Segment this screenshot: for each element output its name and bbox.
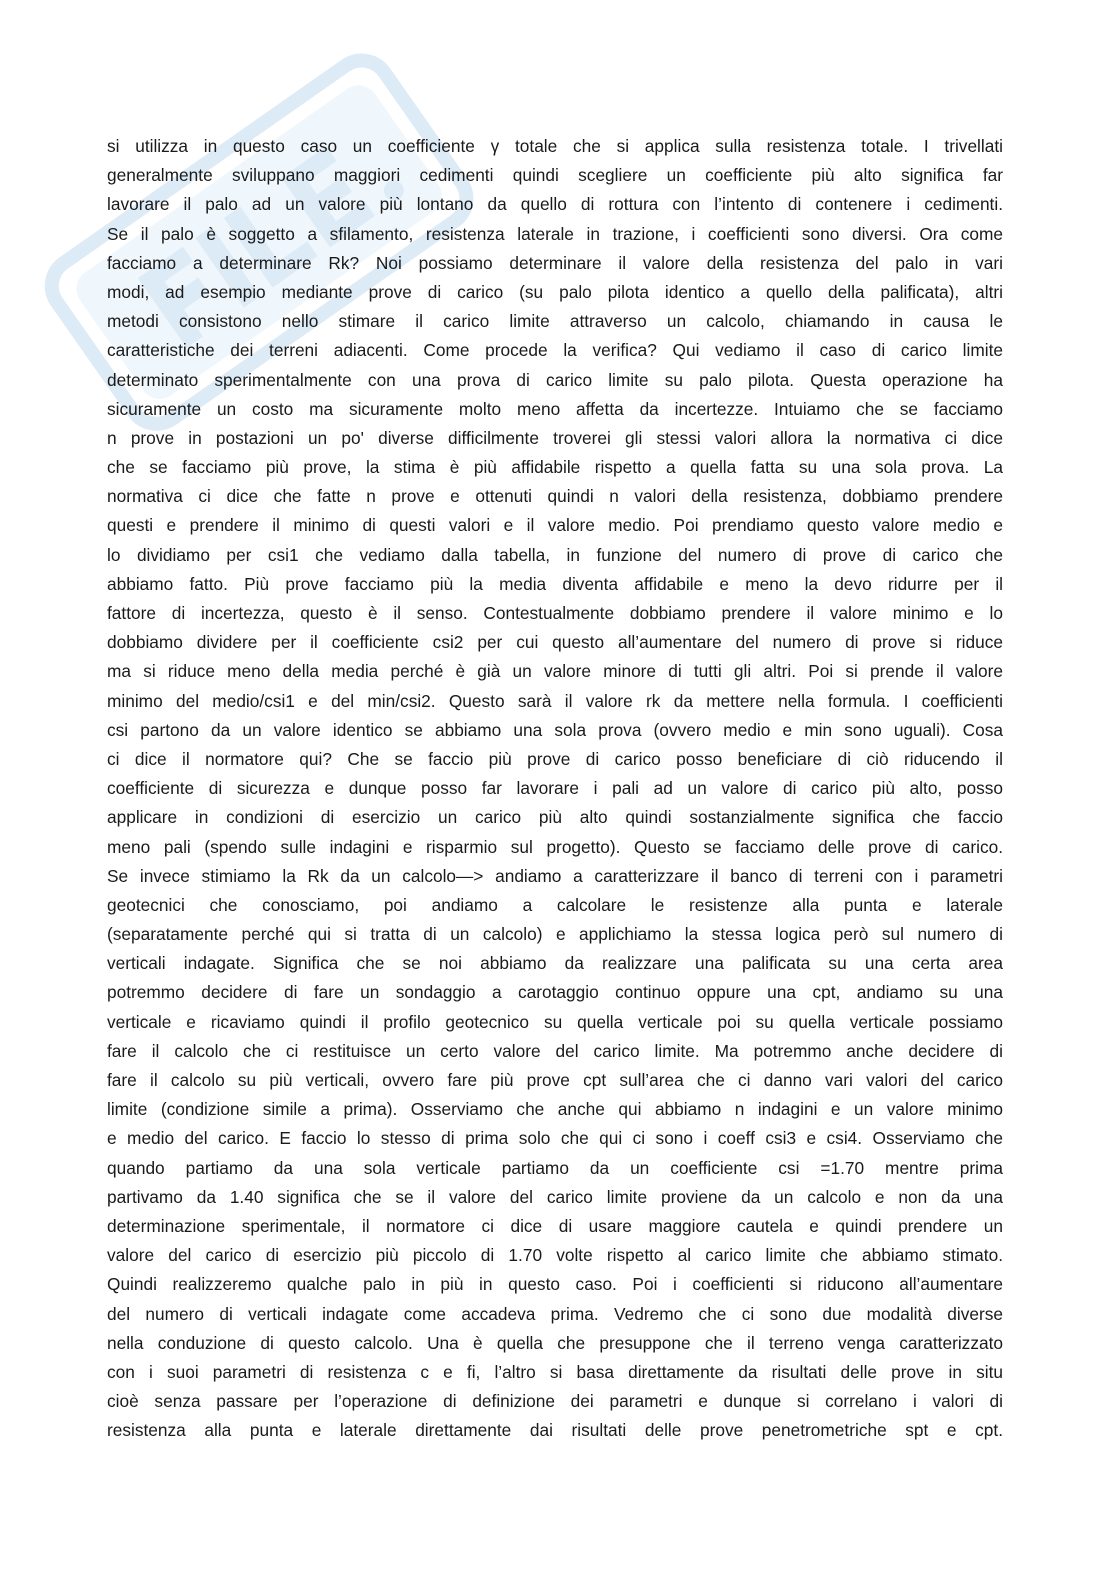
text-line: cioè senza passare per l’operazione di definizione dei parametri e dunque si correlano i valori di — [107, 1391, 1003, 1412]
text-line: nella conduzione di questo calcolo. Una è quella che presuppone che il terreno venga caratterizzato — [107, 1332, 1003, 1353]
text-line: normativa ci dice che fatte n prove e ottenuti quindi n valori della resistenza, dobbiamo prendere — [107, 486, 1003, 507]
text-line: determinato sperimentalmente con una prova di carico limite su palo pilota. Questa operazione ha — [107, 369, 1003, 390]
text-line: lavorare il palo ad un valore più lontano da quello di rottura con l’intento di contenere i cedimenti. — [107, 194, 1003, 215]
text-line: ma si riduce meno della media perché è già un valore minore di tutti gli altri. Poi si prende il valore — [107, 661, 1003, 682]
text-line: caratteristiche dei terreni adiacenti. Come procede la verifica? Qui vediamo il caso di carico limite — [107, 340, 1003, 361]
text-line: geotecnici che conosciamo, poi andiamo a calcolare le resistenze alla punta e laterale — [107, 894, 1003, 915]
text-line: (separatamente perché qui si tratta di un calcolo) e applichiamo la stessa logica però sul numero di — [107, 924, 1003, 945]
text-line: partivamo da 1.40 significa che se il valore del carico limite proviene da un calcolo e non da una — [107, 1186, 1003, 1207]
text-line: Se invece stimiamo la Rk da un calcolo—> andiamo a caratterizzare il banco di terreni con i parametri — [107, 865, 1003, 886]
text-line: Se il palo è soggetto a sfilamento, resistenza laterale in trazione, i coefficienti sono diversi. Ora come — [107, 223, 1003, 244]
text-line: del numero di verticali indagate come accadeva prima. Vedremo che ci sono due modalità diverse — [107, 1303, 1003, 1324]
text-line: csi partono da un valore identico se abbiamo una sola prova (ovvero medio e min sono uguali). Cosa — [107, 719, 1003, 740]
text-line: che se facciamo più prove, la stima è più affidabile rispetto a quella fatta su una sola prova. La — [107, 457, 1003, 478]
text-line: minimo del medio/csi1 e del min/csi2. Questo sarà il valore rk da mettere nella formula. I coefficienti — [107, 690, 1003, 711]
text-line: Quindi realizzeremo qualche palo in più in questo caso. Poi i coefficienti si riducono all’aumentare — [107, 1274, 1003, 1295]
text-line: lo dividiamo per csi1 che vediamo dalla tabella, in funzione del numero di prove di carico che — [107, 544, 1003, 565]
text-line: abbiamo fatto. Più prove facciamo più la media diventa affidabile e meno la devo ridurre per il — [107, 573, 1003, 594]
text-line: facciamo a determinare Rk? Noi possiamo determinare il valore della resistenza del palo in vari — [107, 252, 1003, 273]
text-line: n prove in postazioni un po' diverse difficilmente troverei gli stessi valori allora la normativa ci dice — [107, 427, 1003, 448]
text-line: meno pali (spendo sulle indagini e risparmio sul progetto). Questo se facciamo delle prove di carico. — [107, 836, 1003, 857]
text-line: modi, ad esempio mediante prove di carico (su palo pilota identico a quello della palificata), altri — [107, 281, 1003, 302]
text-line: determinazione sperimentale, il normatore ci dice di usare maggiore cautela e quindi prendere un — [107, 1215, 1003, 1236]
text-line: fare il calcolo su più verticali, ovvero fare più prove cpt sull’area che ci danno vari valori del carico — [107, 1070, 1003, 1090]
text-line: metodi consistono nello stimare il carico limite attraverso un calcolo, chiamando in causa le — [107, 311, 1003, 332]
text-line: generalmente sviluppano maggiori cedimenti quindi scegliere un coefficiente più alto significa far — [107, 165, 1003, 186]
text-line: fare il calcolo che ci restituisce un certo valore del carico limite. Ma potremmo anche decidere di — [107, 1040, 1003, 1061]
text-line: verticale e ricaviamo quindi il profilo geotecnico su quella verticale poi su quella verticale possiamo — [107, 1011, 1003, 1032]
text-line: coefficiente di sicurezza e dunque posso far lavorare i pali ad un valore di carico più alto, posso — [107, 778, 1003, 799]
text-line: questi e prendere il minimo di questi valori e il valore medio. Poi prendiamo questo valore medio e — [107, 515, 1003, 536]
text-line: verticali indagate. Significa che se noi abbiamo da realizzare una palificata su una certa area — [107, 953, 1003, 974]
text-line: dobbiamo dividere per il coefficiente csi2 per cui questo all’aumentare del numero di prove si riduce — [107, 632, 1003, 653]
text-line: e medio del carico. E faccio lo stesso di prima solo che qui ci sono i coeff csi3 e csi4. Osserviamo che — [107, 1128, 1003, 1149]
text-line: si utilizza in questo caso un coefficiente γ totale che si applica sulla resistenza totale. I trivellati — [107, 136, 1003, 156]
text-line: ci dice il normatore qui? Che se faccio più prove di carico posso beneficiare di ciò riducendo il — [107, 748, 1003, 769]
text-line: valore del carico di esercizio più piccolo di 1.70 volte rispetto al carico limite che abbiamo stimato. — [107, 1245, 1003, 1266]
text-line: quando partiamo da una sola verticale partiamo da un coefficiente csi =1.70 mentre prima — [107, 1157, 1003, 1178]
text-line: limite (condizione simile a prima). Osserviamo che anche qui abbiamo n indagini e un valore minimo — [107, 1099, 1003, 1120]
text-line: potremmo decidere di fare un sondaggio a carotaggio continuo oppure una cpt, andiamo su una — [107, 982, 1003, 1003]
text-line: sicuramente un costo ma sicuramente molto meno affetta da incertezze. Intuiamo che se facciamo — [107, 398, 1003, 419]
text-line: resistenza alla punta e laterale direttamente dai risultati delle prove penetrometriche spt e cpt. — [107, 1420, 1003, 1441]
text-line: fattore di incertezza, questo è il senso. Contestualmente dobbiamo prendere il valore minimo e lo — [107, 603, 1003, 623]
text-line: con i suoi parametri di resistenza c e fi, l’altro si basa direttamente da risultati delle prove in situ — [107, 1361, 1003, 1382]
text-line: applicare in condizioni di esercizio un carico più alto quindi sostanzialmente significa che faccio — [107, 807, 1003, 828]
document-body-text — [107, 132, 1003, 1445]
